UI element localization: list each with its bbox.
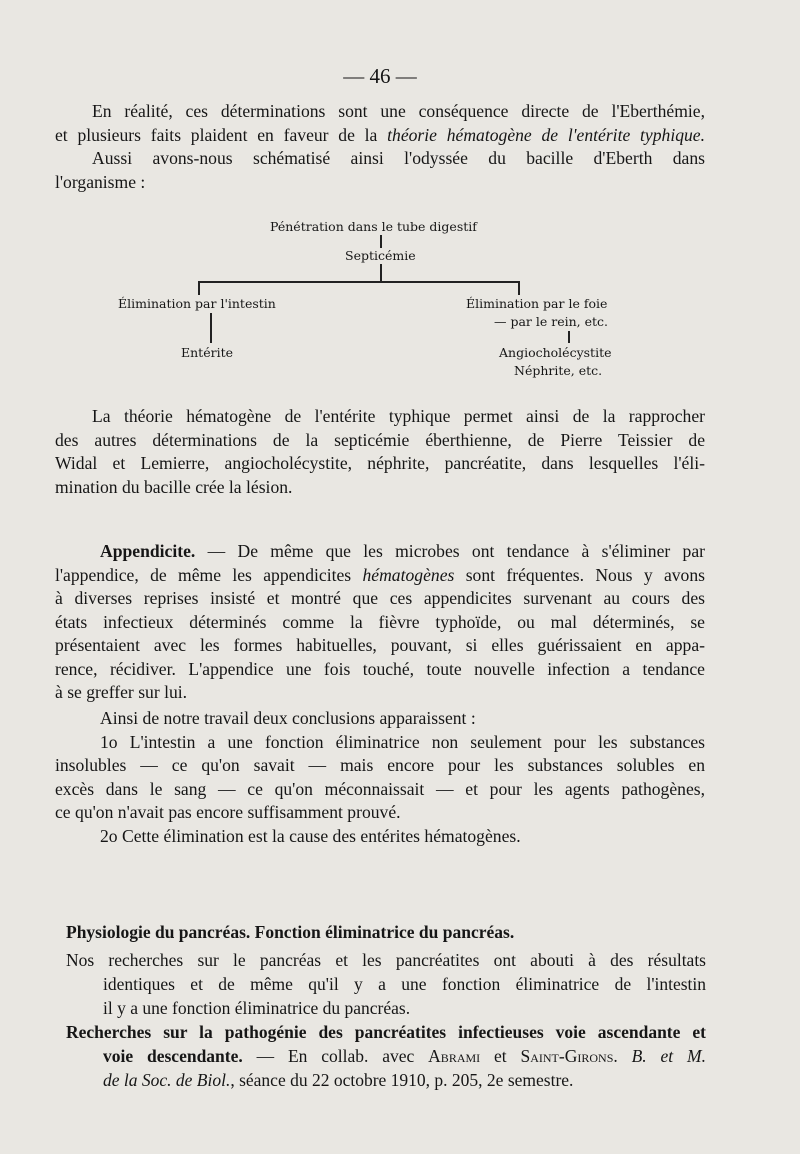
- text-line: présentaient avec les formes habituelles, pouvant, si elles guérissaient en appa-: [55, 635, 705, 655]
- text-line: ce qu'on n'avait pas encore suffisamment prouvé.: [55, 802, 401, 822]
- paragraph-theory: [55, 405, 705, 499]
- bold-span: voie descendante.: [103, 1046, 243, 1066]
- author-name: Saint-Girons: [520, 1046, 614, 1066]
- text-span: sont fréquentes. Nous y avons: [454, 564, 705, 585]
- text-line: excès dans le sang — ce qu'on méconnaissait — et pour les agents pathogènes,: [55, 778, 705, 799]
- text-span: l'appendice, de même les appendicites: [55, 564, 363, 585]
- diagram-right-result-1: Angiocholécystite: [499, 345, 612, 360]
- connector-line: [380, 235, 382, 248]
- text-line: Recherches sur la pathogénie des pancréatites infectieuses voie ascendante et: [66, 1022, 706, 1042]
- journal-name: B. et M.: [631, 1046, 706, 1066]
- biblio-heading: Physiologie du pancréas. Fonction éliminatrice du pancréas.: [66, 922, 515, 942]
- text-line: [66, 1044, 706, 1068]
- text-line: Aussi avons-nous schématisé ainsi l'odyssée du bacille d'Eberth dans: [92, 148, 705, 168]
- text-line: l'organisme :: [55, 171, 146, 192]
- italic-span: théorie hématogène de l'entérite typhique.: [387, 124, 706, 145]
- diagram-right-branch-1: Élimination par le foie: [466, 296, 608, 311]
- text-line: Widal et Lemierre, angiocholécystite, néphrite, pancréatite, dans lesquelles l'éli-: [55, 453, 705, 473]
- biblio-entry: [66, 948, 706, 1020]
- diagram-right-result-2: Néphrite, etc.: [514, 363, 603, 378]
- connector-line: [568, 331, 570, 343]
- text-span: , séance du 22 octobre 1910, p. 205, 2e semestre.: [230, 1070, 574, 1090]
- diagram-top-label: Pénétration dans le tube digestif: [270, 219, 477, 234]
- text-span: .: [613, 1046, 632, 1066]
- text-line: Ainsi de notre travail deux conclusions apparaissent :: [100, 708, 476, 728]
- text-line: mination du bacille crée la lésion.: [55, 476, 293, 497]
- journal-name: de la Soc. de Biol.: [103, 1070, 231, 1090]
- text-line: [66, 1068, 706, 1092]
- connector-line: [518, 281, 520, 295]
- section-heading: Appendicite.: [100, 541, 196, 561]
- text-line: [55, 564, 705, 588]
- page-number: — 46 —: [343, 64, 417, 88]
- text-line: Nos recherches sur le pancréas et les pancréatites ont abouti à des résultats: [66, 950, 706, 970]
- text-span: — De même que les microbes ont tendance à s'éliminer par: [195, 541, 705, 561]
- connector-line: [198, 281, 519, 283]
- text-line: En réalité, ces déterminations sont une conséquence directe de l'Eberthémie,: [92, 101, 705, 121]
- text-line: 1o L'intestin a une fonction éliminatrice non seulement pour les substances: [100, 731, 705, 752]
- text-line: à se greffer sur lui.: [55, 682, 188, 702]
- text-line: 2o Cette élimination est la cause des entérites hématogènes.: [100, 825, 521, 846]
- diagram-middle-label: Septicémie: [345, 248, 416, 263]
- diagram-left-branch: Élimination par l'intestin: [118, 296, 276, 311]
- text-line: [55, 540, 705, 564]
- text-line: il y a une fonction éliminatrice du pancréas.: [103, 998, 411, 1018]
- text-line: rence, récidiver. L'appendice une fois touché, toute nouvelle infection a tendance: [55, 658, 705, 679]
- author-name: Abrami: [428, 1046, 481, 1066]
- text-span: — En collab. avec: [242, 1046, 429, 1066]
- text-line: états infectieux déterminés comme la fièvre typhoïde, ou mal déterminés, se: [55, 611, 705, 632]
- text-line: à diverses reprises insisté et montré que ces appendicites survenant au cours des: [55, 588, 705, 608]
- text-line: La théorie hématogène de l'entérite typhique permet ainsi de la rapprocher: [92, 406, 705, 426]
- connector-line: [380, 264, 382, 281]
- text-line: identiques et de même qu'il y a une fonction éliminatrice de l'intestin: [103, 974, 706, 994]
- diagram-right-branch-2: — par le rein, etc.: [494, 314, 609, 329]
- italic-span: hématogènes: [362, 564, 455, 585]
- text-span: et: [480, 1046, 521, 1066]
- bibliography-section: [66, 920, 706, 1092]
- paragraph-appendicite: [55, 540, 705, 705]
- text-span: et plusieurs faits plaident en faveur de la: [55, 124, 388, 145]
- text-line: insolubles — ce qu'on savait — mais encore pour les substances solubles en: [55, 755, 705, 775]
- connector-line: [210, 313, 212, 343]
- text-line: des autres déterminations de la septicémie éberthienne, de Pierre Teissier de: [55, 429, 705, 450]
- connector-line: [198, 281, 200, 295]
- paragraph-conclusions: [55, 707, 705, 848]
- diagram-left-result: Entérite: [181, 345, 233, 360]
- biblio-entry: [66, 1020, 706, 1092]
